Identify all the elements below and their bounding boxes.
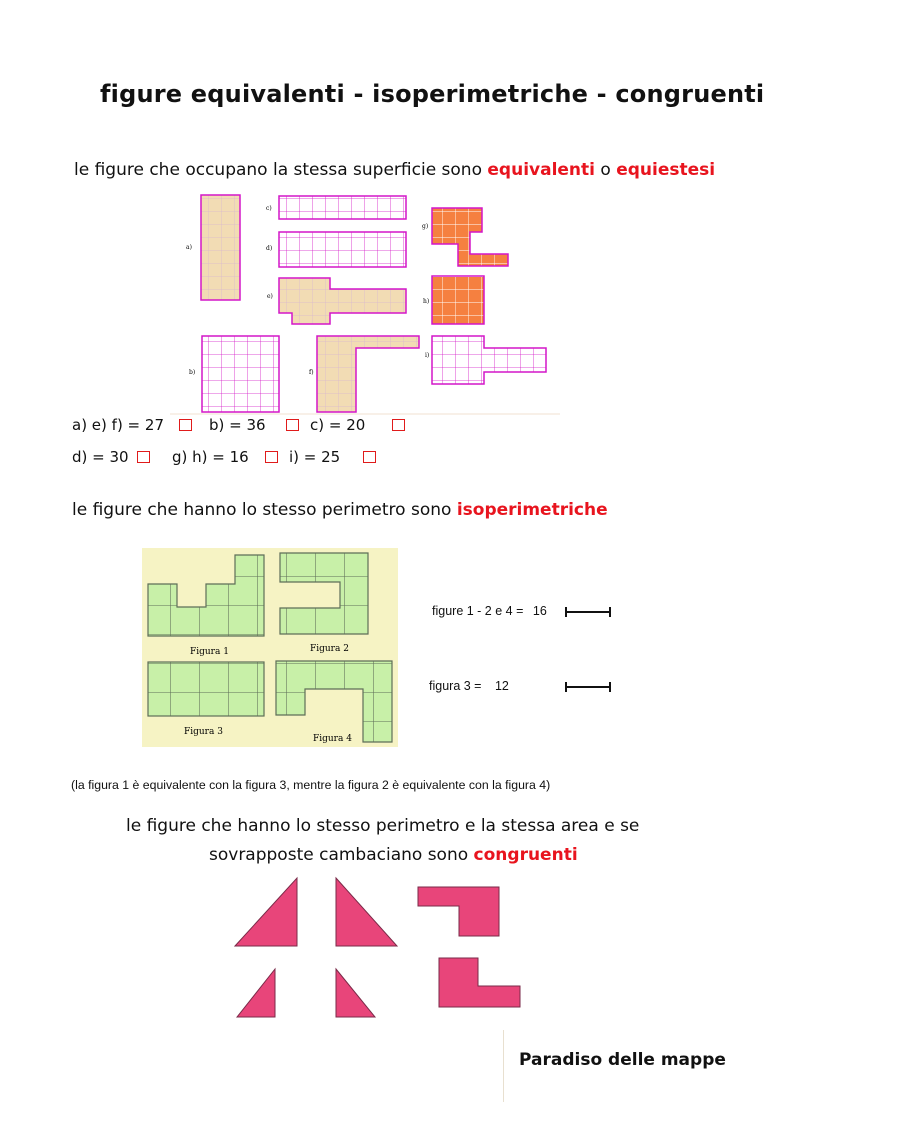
figure-e [279,278,406,324]
figure-label-g: g) [422,223,429,230]
area-values-row-1c [310,416,405,434]
checkbox-icon [137,451,150,463]
equivalent-conj: o [600,160,611,180]
triangle-large-left [235,878,297,946]
triangle-large-right [336,878,397,946]
perimeter-line-1 [432,604,547,618]
perimeter-line-2 [429,679,509,693]
brand-text: Paradiso delle mappe [519,1050,726,1070]
triangle-small-left [237,969,275,1017]
isoperimetric-definition [72,500,608,520]
equivalence-note: (la figura 1 è equivalente con la figura 3, mentre la figura 2 è equivalente con la figura 4) [71,778,551,792]
perimeter-value: 12 [494,679,509,693]
congruent-sentence: sovrapposte cambaciano sono [209,845,469,865]
figure-1-label: Figura 1 [190,647,229,657]
checkbox-icon [363,451,376,463]
perimeter-value: 16 [532,604,547,618]
segment-icon [564,680,614,694]
figure-2-label: Figura 2 [310,644,349,654]
figure-label-b: b) [189,369,196,376]
l-shape-bottom [439,958,520,1007]
area-values-row-2b [172,448,278,466]
figure-d [279,232,406,267]
congruent-definition-line-1: le figure che hanno lo stesso perimetro e la stessa area e se [126,816,640,836]
perimeter-label: figura 3 = [429,679,482,693]
figure-b [202,336,279,412]
figure-label-f: f) [309,369,314,376]
isoperimetric-figures-image [142,548,398,747]
figure-g [432,208,508,266]
congruent-figures-image [225,872,535,1022]
area-values-row-2 [72,448,150,466]
figure-c [279,196,406,219]
perimeter-label: figure 1 - 2 e 4 = [432,604,524,618]
figure-label-d: d) [266,245,273,252]
area-value: i) = 25 [289,448,341,466]
congruent-definition-line-2 [209,845,578,865]
figure-label-c: c) [266,205,272,212]
checkbox-icon [179,419,192,431]
equiestesi-word: equiestesi [616,160,716,180]
area-values-row-1 [72,416,192,434]
checkbox-icon [265,451,278,463]
area-values-row-2c [289,448,376,466]
checkbox-icon [286,419,299,431]
figure-4-label: Figura 4 [313,734,352,744]
l-shape-top [418,887,499,936]
figure-label-h: h) [423,298,430,305]
figure-f [317,336,419,412]
area-value: c) = 20 [310,416,366,434]
page-title: figure equivalenti - isoperimetriche - congruenti [100,80,765,108]
congruent-word: congruenti [473,845,578,865]
figure-label-a: a) [186,244,192,251]
figure-label-i: i) [425,352,430,359]
area-values-row-1b [209,416,299,434]
area-value: g) h) = 16 [172,448,249,466]
equivalent-figures-image [170,186,570,416]
equivalent-sentence: le figure che occupano la stessa superficie sono [74,160,482,180]
triangle-small-right [336,969,375,1017]
area-value: d) = 30 [72,448,129,466]
figure-a [201,195,240,300]
area-value: b) = 36 [209,416,266,434]
figure-3 [148,662,264,716]
equivalent-word: equivalenti [487,160,595,180]
figure-i [432,336,546,384]
isoperimetric-sentence: le figure che hanno lo stesso perimetro sono [72,500,452,520]
segment-icon [564,605,614,619]
figure-3-label: Figura 3 [184,727,223,737]
equivalent-definition [74,160,715,180]
figure-label-e: e) [267,293,273,300]
figure-h [432,276,484,324]
divider [503,1030,504,1102]
isoperimetric-word: isoperimetriche [456,500,608,520]
area-value: a) e) f) = 27 [72,416,164,434]
checkbox-icon [392,419,405,431]
